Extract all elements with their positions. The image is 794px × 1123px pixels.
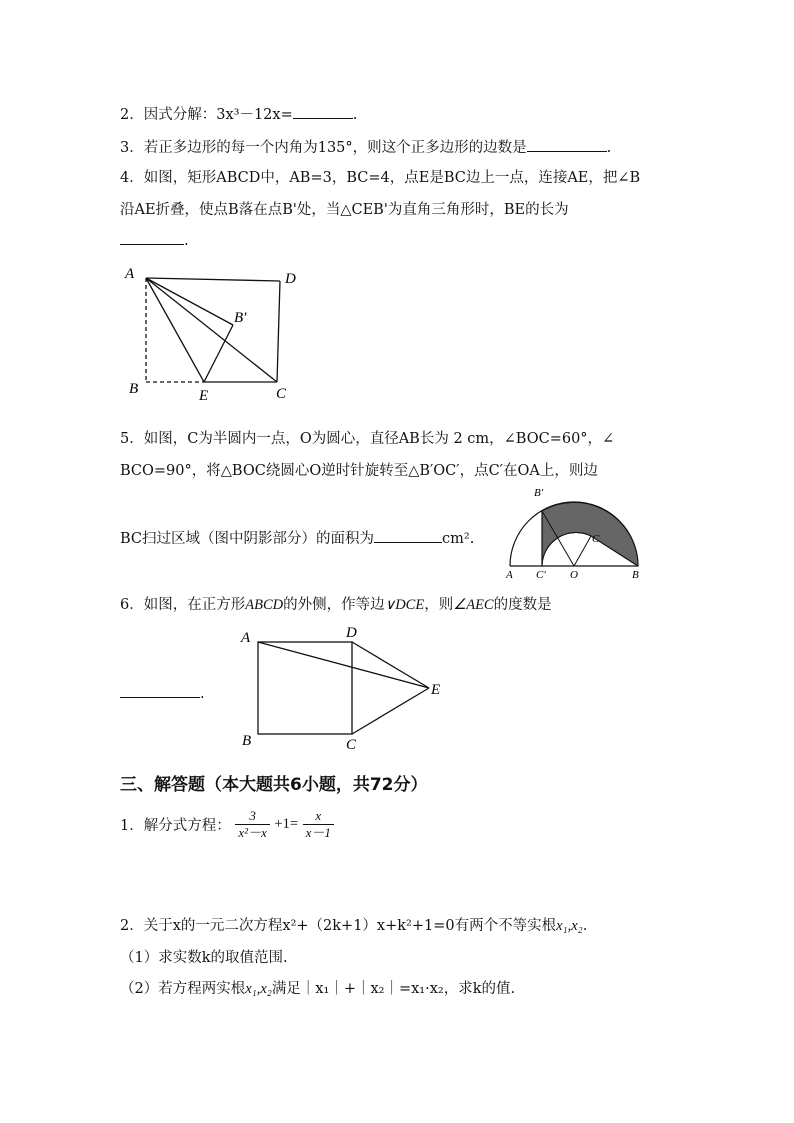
segment-ae [258, 642, 429, 688]
label-c: C [346, 737, 357, 753]
label-a: A [506, 569, 513, 581]
question-3-text: 3．若正多边形的每一个内角为135°，则这个正多边形的边数是 [120, 140, 527, 156]
question-4-line2: 沿AE折叠，使点B落在点B'处，当△CEB'为直角三角形时，BE的长为 [120, 202, 569, 218]
problem-2-text: 2．关于x的一元二次方程x²+（2k+1）x+k²+1=0有两个不等实根 [120, 918, 557, 934]
question-6-abcd: ABCD [245, 597, 284, 613]
label-a: A [241, 630, 251, 646]
question-5-line1: 5．如图，C为半圆内一点，O为圆心，直径AB长为 2 cm，∠BOC=60°，∠ [120, 431, 615, 447]
question-6-dce: ∨DCE [384, 597, 425, 613]
edge-dc [277, 281, 280, 382]
fraction-1-numerator: 3 [235, 808, 269, 825]
problem-2-sub1: （1）求实数k的取值范围. [120, 950, 288, 966]
figure-rectangle-fold [120, 262, 320, 407]
label-b: B [632, 569, 639, 581]
question-6-line1 [120, 593, 552, 614]
square-abcd [258, 642, 352, 734]
label-c-prime: C′ [536, 569, 546, 581]
equation-middle: +1= [274, 816, 299, 832]
question-4-line1: 4．如图，矩形ABCD中，AB=3，BC=4，点E是BC边上一点，连接AE，把∠B [120, 170, 641, 186]
label-d: D [346, 625, 357, 641]
label-b: B [129, 381, 139, 397]
edge-ce [352, 688, 429, 734]
label-e: E [199, 388, 209, 404]
label-e: E [431, 682, 441, 698]
question-4-answer [120, 230, 189, 249]
label-c: C [592, 533, 600, 545]
question-6-text-b: 的外侧，作等边 [283, 597, 385, 613]
question-3 [120, 136, 611, 157]
problem-1-text: 1．解分式方程： [120, 818, 231, 834]
edge-ad [146, 278, 280, 281]
question-5-line2: BCO=90°，将△BOC绕圆心O逆时针旋转至△B′OC′，点C′在OA上，则边 [120, 463, 598, 479]
problem-2-sub2-text-a: （2）若方程两实根 [120, 981, 246, 997]
edge-b-prime-e [204, 325, 233, 382]
problem-1 [120, 808, 334, 841]
answer-blank [120, 230, 184, 245]
problem-2-roots: x₁,x₂ [556, 918, 583, 934]
question-2-tail: . [352, 107, 358, 123]
question-3-tail: . [606, 140, 612, 156]
edge-de [352, 642, 429, 688]
question-6-answer [120, 683, 205, 702]
answer-blank [293, 104, 353, 119]
question-6-text-d: 的度数是 [493, 597, 552, 613]
question-4-tail: . [184, 233, 189, 249]
section-3-heading: 三、解答题（本大题共6小题，共72分） [120, 775, 428, 795]
label-b: B [242, 733, 252, 749]
fraction-1-denominator: x²－x [238, 825, 267, 840]
answer-blank [120, 683, 200, 698]
label-c: C [276, 386, 287, 402]
problem-2-sub2-text-b: 满足｜x₁｜+｜x₂｜=x₁·x₂，求k的值. [271, 981, 516, 997]
problem-2-line1 [120, 914, 587, 935]
question-6-aec: ∠AEC [453, 597, 494, 613]
answer-blank [374, 528, 442, 543]
label-b-prime: B′ [534, 487, 544, 499]
figure-semicircle-rotation [504, 480, 654, 584]
label-d: D [285, 271, 296, 287]
problem-2-sub2 [120, 977, 515, 998]
label-a: A [125, 266, 135, 282]
question-6-text-c: ，则 [424, 597, 454, 613]
question-5-line3 [120, 527, 474, 548]
fraction-2 [303, 808, 334, 841]
fraction-2-numerator: x [303, 808, 334, 825]
segment-oc [574, 536, 591, 566]
fraction-1 [235, 808, 269, 841]
figure-square-triangle [236, 622, 452, 756]
question-5-line3-text: BC扫过区域（图中阴影部分）的面积为 [120, 531, 375, 547]
question-2 [120, 103, 357, 124]
problem-2-sub2-roots: x₁,x₂ [245, 981, 272, 997]
question-5-unit: cm². [442, 531, 475, 547]
label-o: O [570, 569, 578, 581]
problem-2-tail: . [582, 918, 588, 934]
question-6-tail: . [200, 686, 205, 702]
label-b-prime: B′ [234, 310, 247, 326]
answer-blank [527, 137, 607, 152]
fraction-2-denominator: x－1 [305, 825, 331, 840]
question-6-text-a: 6．如图，在正方形 [120, 597, 246, 613]
question-2-text: 2．因式分解：3x³－12x= [120, 107, 293, 123]
